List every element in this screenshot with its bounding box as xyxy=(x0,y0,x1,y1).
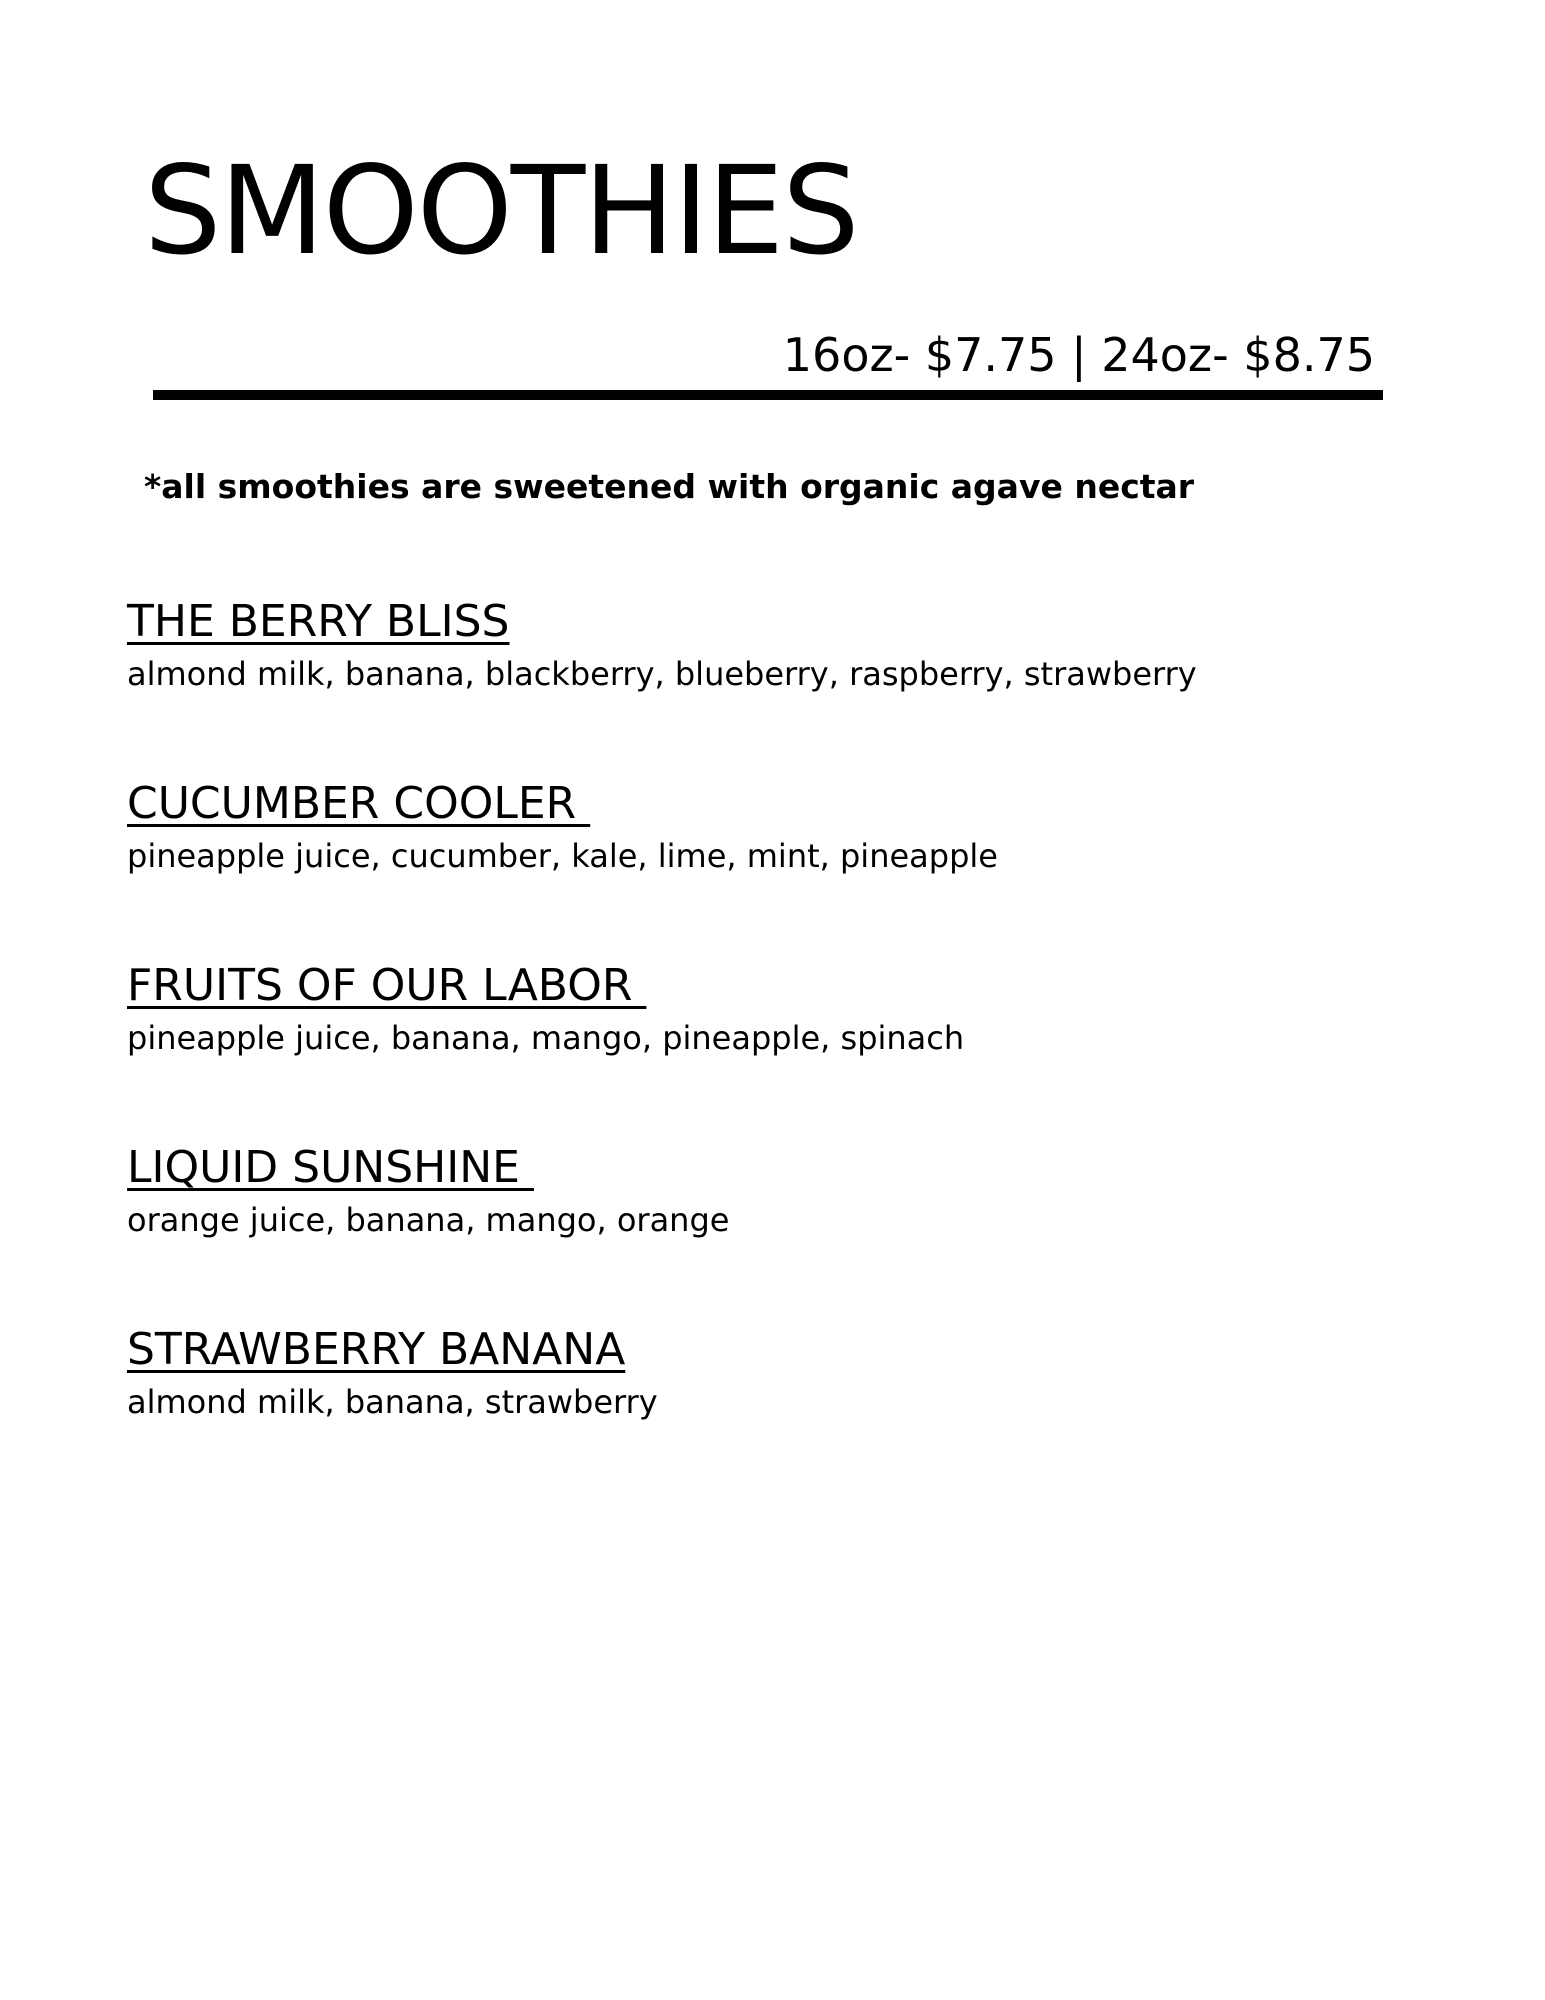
menu-item-name: STRAWBERRY BANANA xyxy=(127,1324,626,1375)
menu-item xyxy=(127,780,1427,962)
menu-item-description: almond milk, banana, strawberry xyxy=(127,1383,658,1422)
menu-item-description: orange juice, banana, mango, orange xyxy=(127,1201,730,1240)
size-prices: 16oz- $7.75 | 24oz- $8.75 xyxy=(782,328,1375,382)
menu-item-name: FRUITS OF OUR LABOR xyxy=(127,960,647,1011)
menu-item-description: pineapple juice, banana, mango, pineapple, spinach xyxy=(127,1019,965,1058)
menu-item xyxy=(127,1144,1427,1326)
sweetener-note: *all smoothies are sweetened with organic agave nectar xyxy=(144,467,1195,506)
page-title: SMOOTHIES xyxy=(144,140,858,282)
menu-item-description: almond milk, banana, blackberry, blueberry, raspberry, strawberry xyxy=(127,655,1197,694)
menu-item xyxy=(127,1326,1427,1508)
menu-item-name: CUCUMBER COOLER xyxy=(127,778,591,829)
menu-items-list xyxy=(127,598,1427,1508)
menu-item-name: THE BERRY BLISS xyxy=(127,596,510,647)
header-divider xyxy=(153,390,1383,400)
menu-item-name: LIQUID SUNSHINE xyxy=(127,1142,534,1193)
menu-item xyxy=(127,598,1427,780)
menu-item-description: pineapple juice, cucumber, kale, lime, mint, pineapple xyxy=(127,837,998,876)
menu-item xyxy=(127,962,1427,1144)
